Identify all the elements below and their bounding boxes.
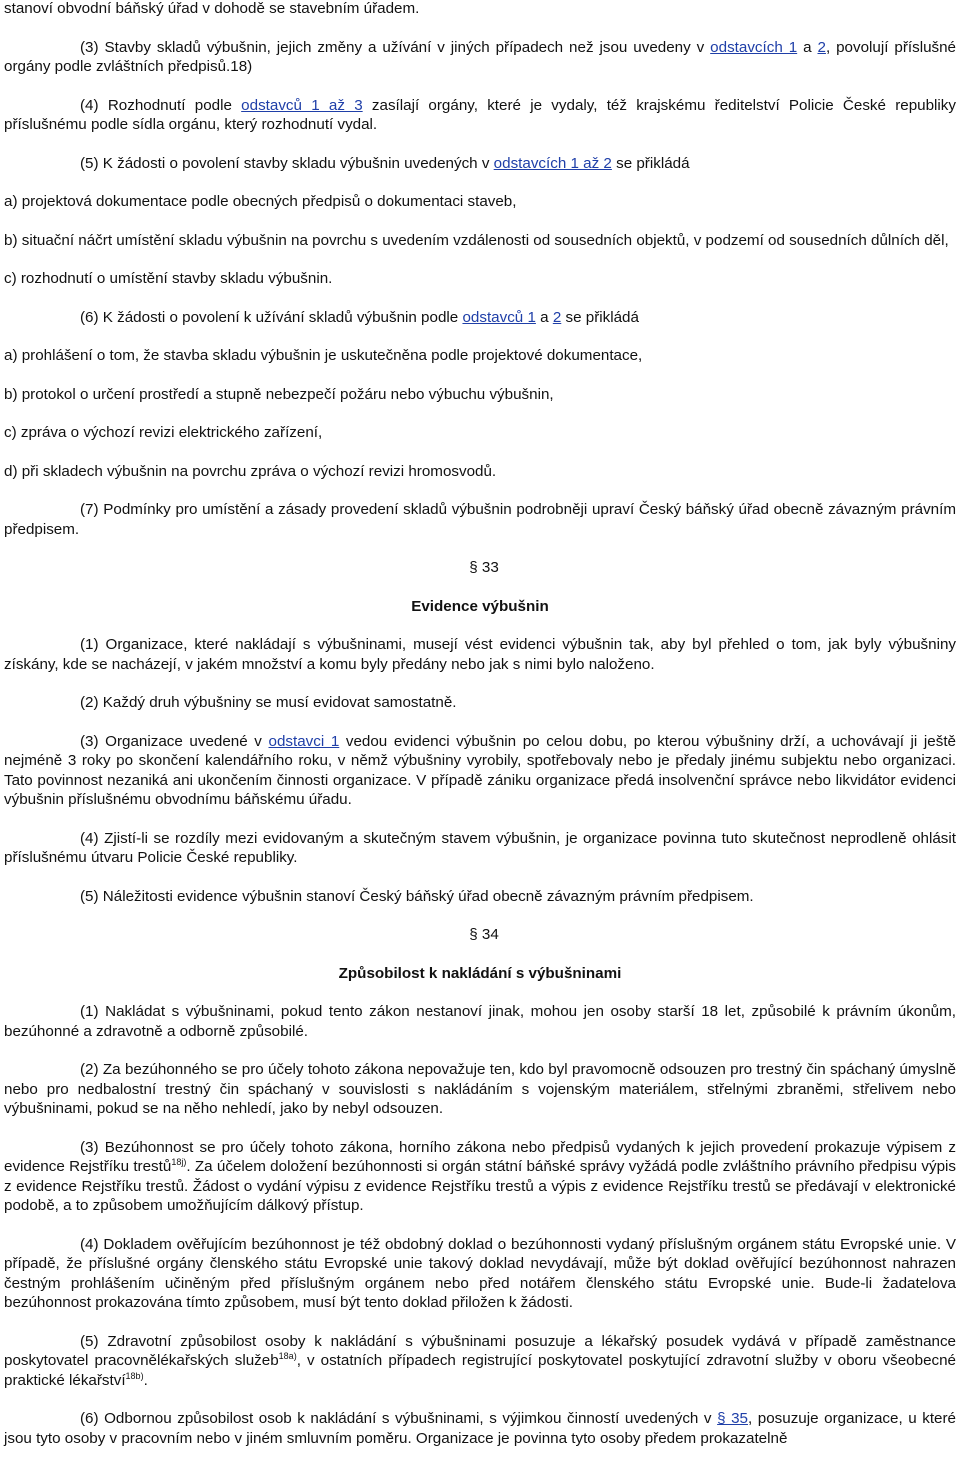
text: (6) Odbornou způsobilost osob k nakládání s výbušninami, s výjimkou činností uvedených v (80, 1410, 718, 1427)
text: (3) Bezúhonnost se pro účely tohoto zákona, horního zákona nebo předpisů vydaných k jejich provedení prokazuje výpisem z evidence Rejstříku trestů (4, 1138, 956, 1175)
link-odstavec-2[interactable]: 2 (552, 308, 562, 326)
paragraph-33-2: (2) Každý druh výbušniny se musí evidovat samostatně. (80, 694, 457, 711)
footnote-ref: 18j) (171, 1157, 187, 1167)
paragraph-32-7: (7) Podmínky pro umístění a zásady provedení skladů výbušnin podrobněji upraví Český báňský úřad obecně závazným právním předpisem. (4, 501, 956, 538)
section-title: Způsobilost k nakládání s výbušninami (338, 964, 622, 982)
link-odstavcu-1[interactable]: odstavců 1 (462, 308, 536, 326)
text: . (143, 1371, 148, 1389)
link-odstavci-1[interactable]: odstavci 1 (268, 732, 340, 750)
text: (5) Zdravotní způsobilost osoby k nakládání s výbušninami posuzuje a lékařský posudek vydává v případě zaměstnance poskytovatel pracovnělékařských služeb (4, 1332, 956, 1369)
paragraph-continuation: stanoví obvodní báňský úřad v dohodě se stavebním úřadem. (4, 0, 420, 17)
paragraph-34-2: (2) Za bezúhonného se pro účely tohoto zákona nepovažuje ten, kdo byl pravomocně odsouzen pro trestný čin spáchaný úmyslně nebo pro nedbalostní trestný čin spáchaný v souvislosti s nakládáním s vojenským materiálem, střelnými zbraněmi, střelivem nebo výbušninami, pokud se na něho nehledí, jako by nebyl odsouzen. (4, 1061, 956, 1117)
link-odstavcu-1-az-3[interactable]: odstavců 1 až 3 (241, 96, 363, 114)
text: (3) Organizace uvedené v (80, 732, 269, 750)
paragraph-33-5: (5) Náležitosti evidence výbušnin stanoví Český báňský úřad obecně závazným právním předpisem. (80, 887, 754, 905)
paragraph-34-6 (4, 1409, 956, 1448)
link-paragraf-35[interactable]: § 35 (717, 1410, 748, 1427)
paragraph-32-3 (4, 38, 956, 77)
list-item: c) zpráva o výchozí revizi elektrického zařízení, (4, 424, 323, 441)
link-odstavec-2[interactable]: 2 (817, 38, 826, 56)
paragraph-33-4: (4) Zjistí-li se rozdíly mezi evidovaným a skutečným stavem výbušnin, je organizace povinna tuto skutečnost neprodleně ohlásit příslušnému útvaru Policie České republiky. (4, 829, 956, 866)
section-title: Evidence výbušnin (411, 597, 549, 615)
text: vedou evidenci výbušnin po celou dobu, po kterou výbušniny drží, a uchovávají ji ještě nejméně 3 roky po skončení kalendářního roku, v němž výbušniny vyrobily, spotřebovaly nebo je předaly jinému subjektu nebo organizaci. Tato povinnost nezaniká ani ukončením činnosti organizace. V případě zániku organizace předá insolvenční správce nebo likvidátor evidenci výbušnin příslušnému obvodnímu báňskému úřadu. (4, 732, 956, 808)
footnote-ref: 18b) (125, 1370, 144, 1381)
paragraph-33-1: (1) Organizace, které nakládají s výbušninami, musejí vést evidenci výbušnin tak, aby byl přehled o tom, jak byly výbušniny získány, kde se nacházejí, v jakém množství a komu byly předány nebo jak s nimi bylo naloženo. (4, 636, 956, 673)
text: zasílají orgány, které je vydaly, též krajskému ředitelství Policie České republiky příslušnému podle sídla orgánu, který rozhodnutí vydal. (4, 96, 956, 133)
list-item: b) situační náčrt umístění skladu výbušnin na povrchu s uvedením vzdálenosti od sousedních objektů, v podzemí od sousedních důlních děl, (4, 231, 949, 249)
paragraph-34-5 (4, 1332, 956, 1391)
text: a (797, 38, 818, 56)
paragraph-34-4: (4) Dokladem ověřujícím bezúhonnost je též obdobný doklad o bezúhonnosti vydaný příslušným orgánem státu Evropské unie. V případě, že příslušné orgány členského státu Evropské unie takový doklad nevydávají, může být doklad ověřující bezúhonnost nahrazen čestným prohlášením učiněným před příslušným orgánem nebo před notářem členského státu Evropské unie. Bude-li žadatelova bezúhonnost prokazována tímto způsobem, musí být tento doklad přiložen k žádosti. (4, 1235, 956, 1311)
list-item: c) rozhodnutí o umístění stavby skladu výbušnin. (4, 270, 333, 287)
paragraph-32-4 (4, 96, 956, 135)
text: (4) Rozhodnutí podle (80, 96, 242, 114)
list-item: d) při skladech výbušnin na povrchu zpráva o výchozí revizi hromosvodů. (4, 462, 497, 480)
text: , v ostatních případech registrující poskytovatel poskytující zdravotní služby v oboru všeobecné praktické lékařství (4, 1352, 957, 1389)
text: (6) K žádosti o povolení k užívání skladů výbušnin podle (80, 308, 463, 326)
section-number: § 34 (469, 926, 499, 943)
section-number: § 33 (469, 559, 499, 576)
text: se přikládá (611, 154, 690, 172)
footnote-ref: 18a) (278, 1351, 297, 1361)
paragraph-32-6 (4, 308, 956, 328)
text: (3) Stavby skladů výbušnin, jejich změny a užívání v jiných případech než jsou uvedeny v (80, 38, 711, 56)
paragraph-34-3 (4, 1138, 956, 1216)
text: . Za účelem doložení bezúhonnosti si orgán státní báňské správy vyžádá podle zvláštního právního předpisu výpis z evidence Rejstříku trestů. Žádost o vydání výpisu z evidence Rejstříku trestů a výpis z evidence Rejstříku trestů se předávají v elektronické podobě, a to způsobem umožňujícím dálkový přístup. (4, 1158, 956, 1214)
text: , povolují příslušné orgány podle zvláštních předpisů.18) (4, 38, 956, 75)
text: (5) K žádosti o povolení stavby skladu výbušnin uvedených v (80, 154, 494, 172)
text: a (535, 308, 553, 326)
list-item: a) prohlášení o tom, že stavba skladu výbušnin je uskutečněna podle projektové dokumentace, (4, 347, 643, 364)
list-item: a) projektová dokumentace podle obecných předpisů o dokumentaci staveb, (4, 193, 517, 210)
list-item: b) protokol o určení prostředí a stupně nebezpečí požáru nebo výbuchu výbušnin, (4, 385, 554, 403)
link-odstavcich-1[interactable]: odstavcích 1 (710, 38, 798, 56)
text: se přikládá (561, 308, 639, 326)
link-odstavcich-1-az-2[interactable]: odstavcích 1 až 2 (493, 154, 612, 172)
paragraph-32-5 (4, 154, 956, 174)
text: , posuzuje organizace, u které jsou tyto osoby v pracovním nebo v jiném smluvním poměru. Organizace je povinna tyto osoby předem prokazatelně (4, 1410, 956, 1447)
paragraph-34-1: (1) Nakládat s výbušninami, pokud tento zákon nestanoví jinak, mohou jen osoby starší 18 let, způsobilé k právním úkonům, bezúhonné a zdravotně a odborně způsobilé. (4, 1003, 956, 1040)
paragraph-33-3 (4, 732, 956, 810)
